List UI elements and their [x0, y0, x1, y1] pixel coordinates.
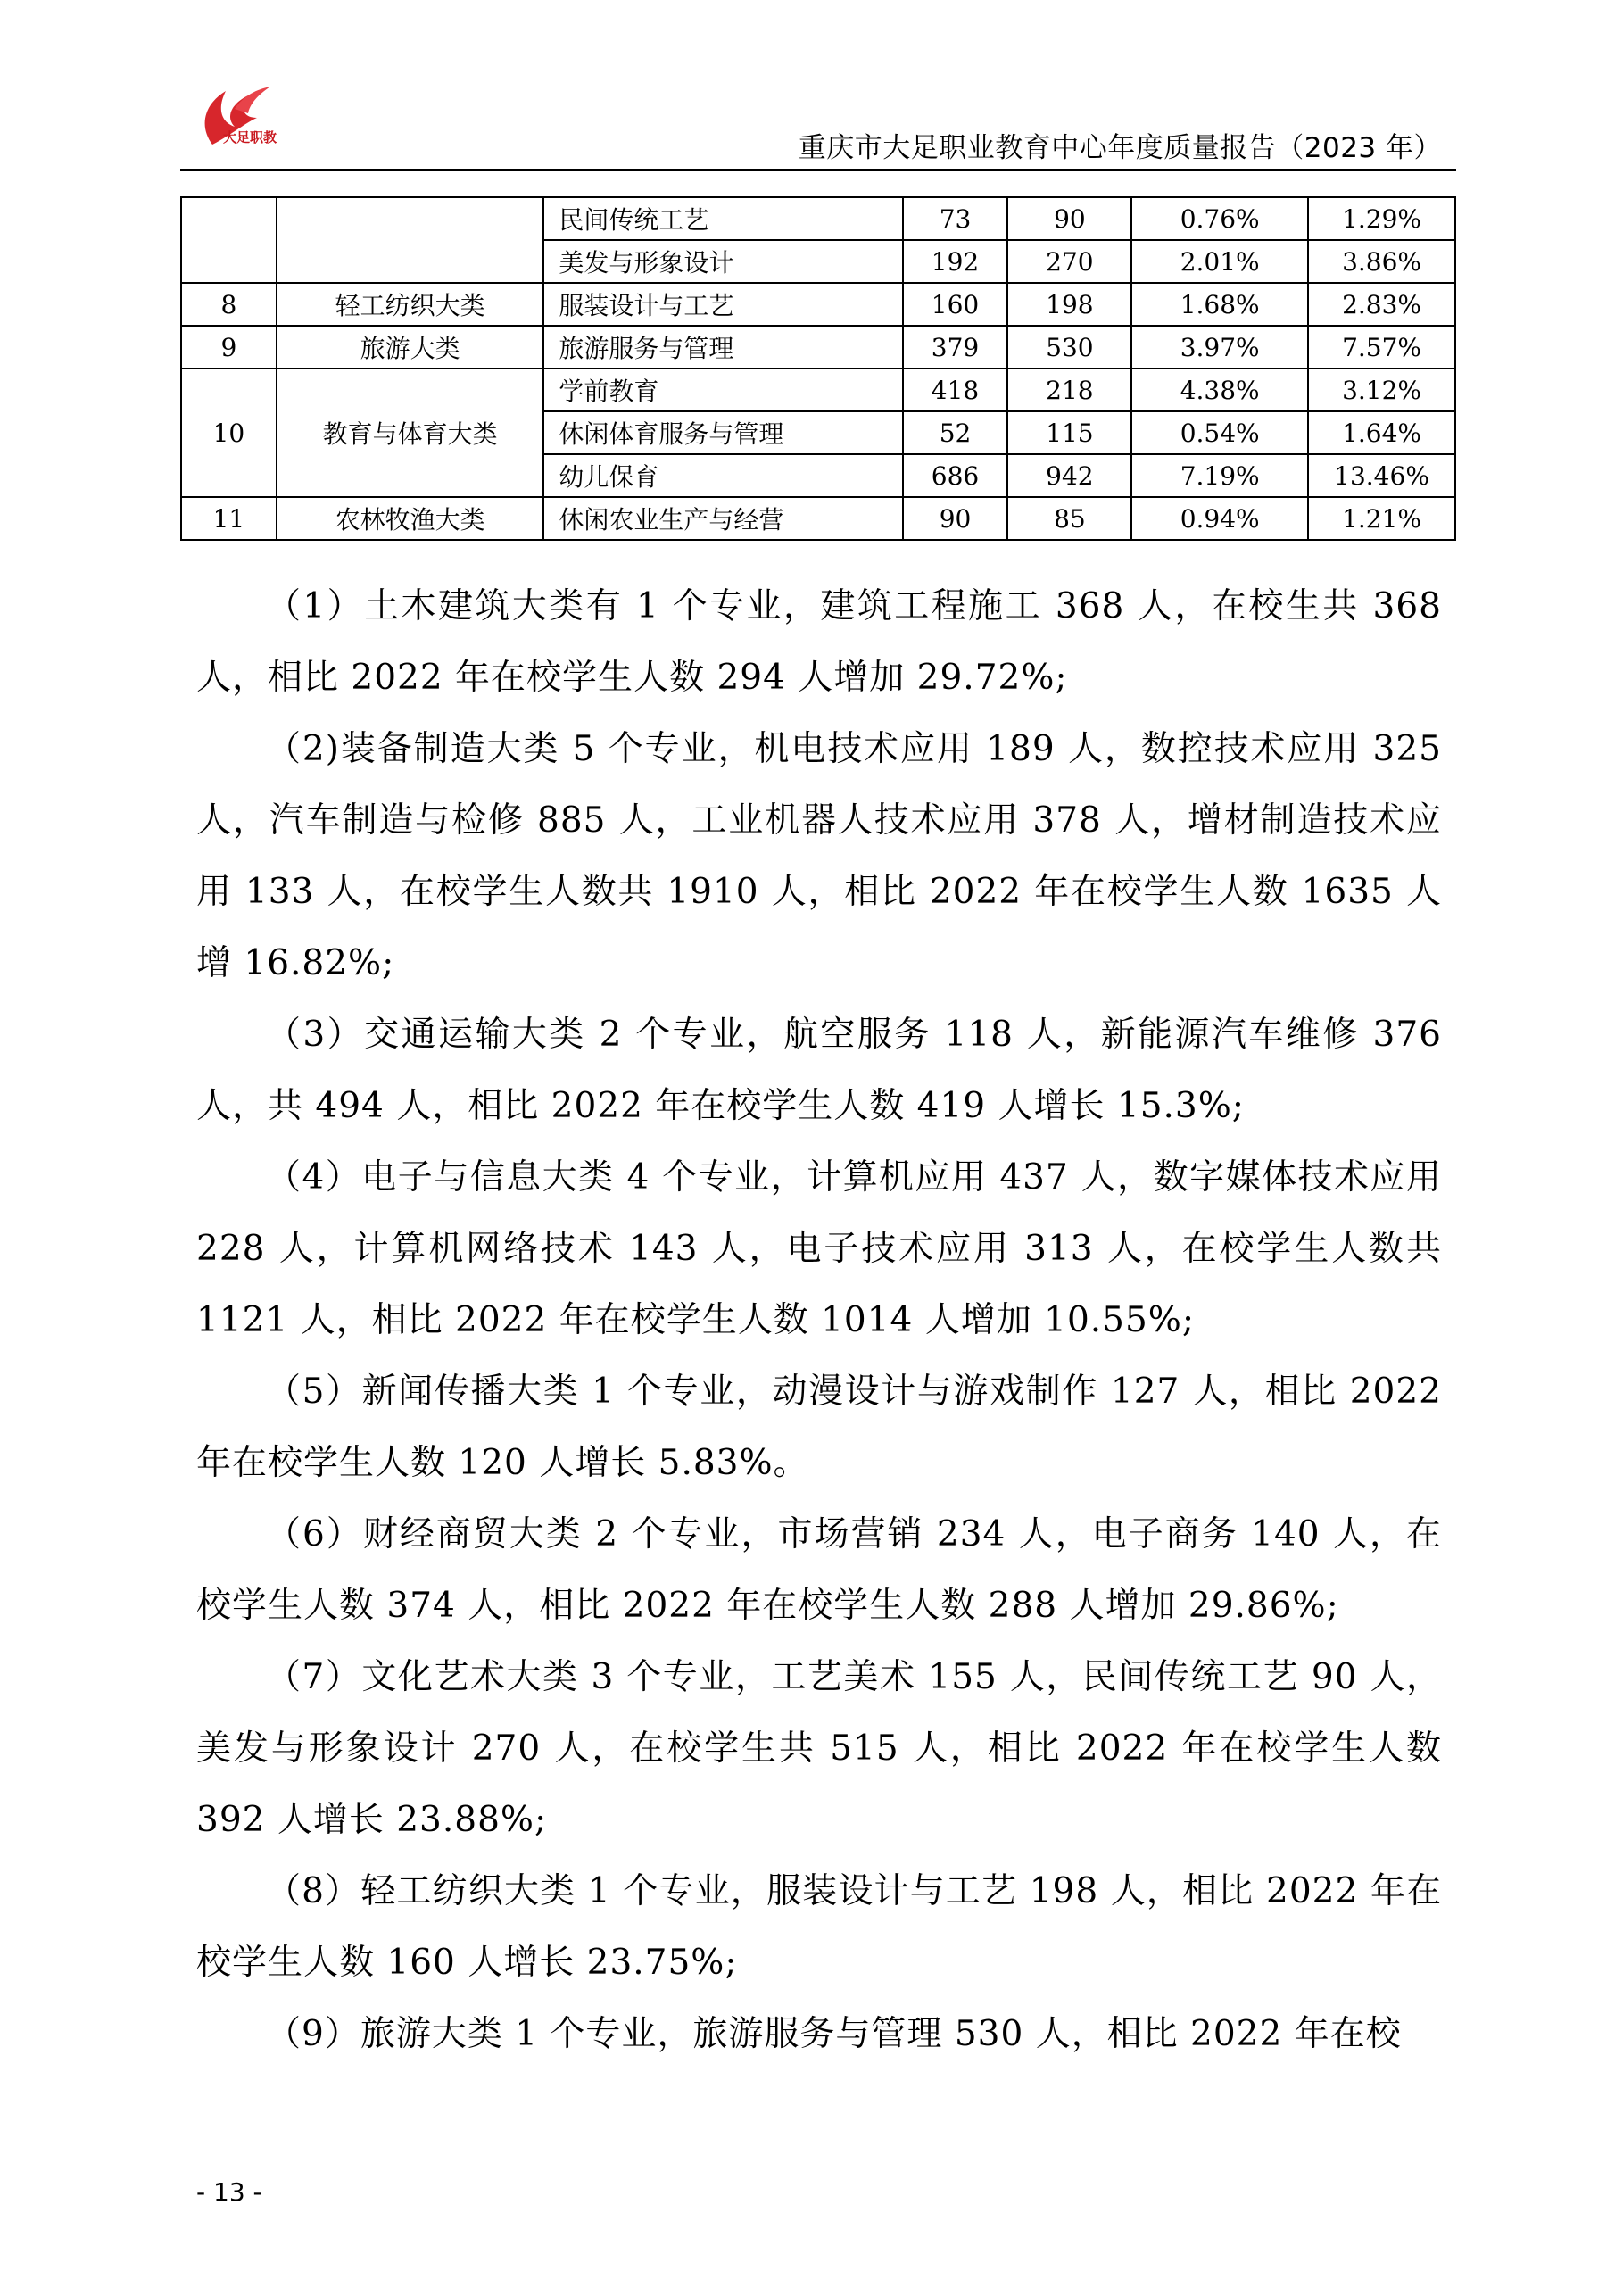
major-name: 休闲农业生产与经营 [543, 497, 902, 540]
count-2023: 115 [1007, 411, 1131, 454]
paragraph: （6）财经商贸大类 2 个专业，市场营销 234 人，电子商务 140 人，在校学生人数 374 人，相比 2022 年在校学生人数 288 人增加 29.86%; [196, 1514, 1442, 1626]
major-name: 学前教育 [543, 369, 902, 411]
percent-2023: 3.12% [1308, 369, 1455, 411]
count-2022: 52 [903, 411, 1008, 454]
major-name: 幼儿保育 [543, 454, 902, 497]
category-name [277, 197, 543, 283]
enrollment-table [180, 196, 1456, 541]
count-2022: 90 [903, 497, 1008, 540]
major-name: 服装设计与工艺 [543, 283, 902, 326]
count-2022: 192 [903, 240, 1008, 283]
percent-2023: 13.46% [1308, 454, 1455, 497]
count-2023: 530 [1007, 326, 1131, 369]
logo-text: 大足职教 [223, 129, 277, 145]
percent-2022: 3.97% [1131, 326, 1308, 369]
major-name: 美发与形象设计 [543, 240, 902, 283]
row-number: 11 [181, 497, 277, 540]
body-text [196, 571, 1442, 2070]
table-row [181, 197, 1455, 240]
row-number: 10 [181, 369, 277, 497]
percent-2023: 1.29% [1308, 197, 1455, 240]
page-number: - 13 - [196, 2177, 262, 2207]
percent-2022: 2.01% [1131, 240, 1308, 283]
count-2023: 90 [1007, 197, 1131, 240]
row-number: 8 [181, 283, 277, 326]
paragraph: （5）新闻传播大类 1 个专业，动漫设计与游戏制作 127 人，相比 2022 年在校学生人数 120 人增长 5.83%。 [196, 1372, 1442, 1483]
percent-2022: 0.94% [1131, 497, 1308, 540]
paragraph: （1）土木建筑大类有 1 个专业，建筑工程施工 368 人，在校生共 368 人，相比 2022 年在校学生人数 294 人增加 29.72%; [196, 586, 1442, 698]
paragraph: （9）旅游大类 1 个专业，旅游服务与管理 530 人，相比 2022 年在校 [266, 2014, 1402, 2054]
major-name: 旅游服务与管理 [543, 326, 902, 369]
category-name: 轻工纺织大类 [277, 283, 543, 326]
table-row [181, 326, 1455, 369]
header-divider [180, 169, 1456, 171]
count-2022: 73 [903, 197, 1008, 240]
report-header-title: 重庆市大足职业教育中心年度质量报告（2023 年） [798, 132, 1442, 164]
percent-2022: 0.76% [1131, 197, 1308, 240]
count-2023: 198 [1007, 283, 1131, 326]
row-number: 9 [181, 326, 277, 369]
table-row [181, 369, 1455, 411]
table-row [181, 497, 1455, 540]
paragraph: （4）电子与信息大类 4 个专业，计算机应用 437 人，数字媒体技术应用 228 人，计算机网络技术 143 人，电子技术应用 313 人，在校学生人数共 1121 人，相比 2022 年在校学生人数 1014 人增加 10.55%; [196, 1157, 1442, 1340]
table-row [181, 283, 1455, 326]
count-2022: 686 [903, 454, 1008, 497]
percent-2023: 1.64% [1308, 411, 1455, 454]
major-name: 民间传统工艺 [543, 197, 902, 240]
percent-2023: 3.86% [1308, 240, 1455, 283]
category-name: 教育与体育大类 [277, 369, 543, 497]
percent-2023: 1.21% [1308, 497, 1455, 540]
percent-2022: 1.68% [1131, 283, 1308, 326]
count-2022: 379 [903, 326, 1008, 369]
count-2023: 942 [1007, 454, 1131, 497]
paragraph: （7）文化艺术大类 3 个专业，工艺美术 155 人，民间传统工艺 90 人，美发与形象设计 270 人，在校学生共 515 人，相比 2022 年在校学生人数 392 人增长 23.88%; [196, 1657, 1442, 1840]
percent-2023: 7.57% [1308, 326, 1455, 369]
paragraph: （2)装备制造大类 5 个专业，机电技术应用 189 人，数控技术应用 325 人，汽车制造与检修 885 人，工业机器人技术应用 378 人，增材制造技术应用 133 人，在校学生人数共 1910 人，相比 2022 年在校学生人数 1635 人增 16.82%; [196, 729, 1442, 983]
percent-2023: 2.83% [1308, 283, 1455, 326]
row-number [181, 197, 277, 283]
count-2022: 160 [903, 283, 1008, 326]
paragraph: （8）轻工纺织大类 1 个专业，服装设计与工艺 198 人，相比 2022 年在校学生人数 160 人增长 23.75%; [196, 1871, 1442, 1983]
major-name: 休闲体育服务与管理 [543, 411, 902, 454]
percent-2022: 0.54% [1131, 411, 1308, 454]
category-name: 旅游大类 [277, 326, 543, 369]
percent-2022: 4.38% [1131, 369, 1308, 411]
count-2023: 218 [1007, 369, 1131, 411]
count-2023: 85 [1007, 497, 1131, 540]
category-name: 农林牧渔大类 [277, 497, 543, 540]
paragraph: （3）交通运输大类 2 个专业，航空服务 118 人，新能源汽车维修 376 人，共 494 人，相比 2022 年在校学生人数 419 人增长 15.3%; [196, 1015, 1442, 1126]
count-2023: 270 [1007, 240, 1131, 283]
percent-2022: 7.19% [1131, 454, 1308, 497]
count-2022: 418 [903, 369, 1008, 411]
